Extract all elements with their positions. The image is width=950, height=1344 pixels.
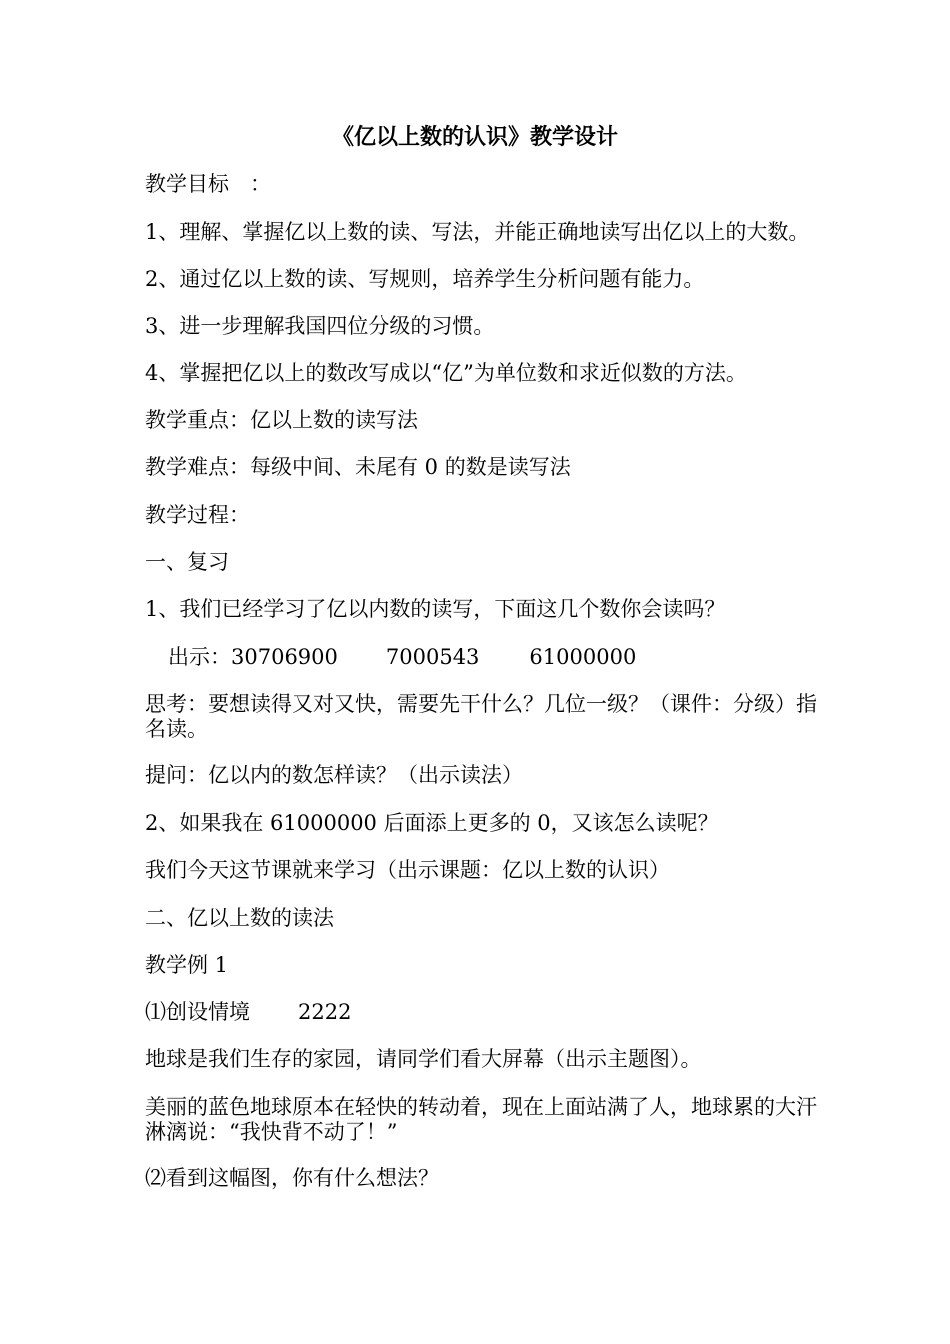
show-number-1: 30706900	[231, 645, 338, 669]
section-reading-heading: 二、亿以上数的读法	[145, 906, 334, 930]
process-heading: 教学过程：	[145, 503, 250, 527]
ask-paragraph: 提问：亿以内的数怎样读？（出示读法）	[145, 763, 523, 787]
goal-2: 2、通过亿以上数的读、写规则，培养学生分析问题有能力。	[145, 267, 705, 291]
show-number-3: 61000000	[529, 645, 637, 669]
difficult-point: 教学难点：每级中间、未尾有 0 的数是读写法	[145, 455, 571, 479]
beautiful-paragraph: 美丽的蓝色地球原本在轻快的转动着，现在上面站满了人，地球累的大汗淋漓说：“我快背不动了！”	[145, 1095, 817, 1144]
think-paragraph: 思考：要想读得又对又快，需要先干什么？几位一级？（课件：分级）指名读。	[145, 692, 817, 741]
today-paragraph: 我们今天这节课就来学习（出示课题：亿以上数的认识）	[145, 858, 670, 882]
key-point: 教学重点：亿以上数的读写法	[145, 408, 418, 432]
document-title: 《亿以上数的认识》教学设计	[331, 124, 618, 150]
goal-1: 1、理解、掌握亿以上数的读、写法，并能正确地读写出亿以上的大数。	[145, 220, 810, 244]
show-numbers-line	[168, 645, 848, 670]
section-review-heading: 一、复习	[145, 550, 229, 574]
step-2-line: ⑵看到这幅图，你有什么想法？	[145, 1166, 439, 1190]
goals-heading: 教学目标 ：	[145, 172, 271, 196]
show-label: 出示：	[168, 645, 231, 669]
earth-paragraph: 地球是我们生存的家园，请同学们看大屏幕（出示主题图）。	[145, 1047, 702, 1071]
example-1-heading: 教学例 1	[145, 953, 229, 977]
step-1-label: ⑴创设情境	[145, 1000, 250, 1024]
step-1-number: 2222	[298, 1000, 352, 1024]
show-number-2: 7000543	[385, 645, 480, 669]
review-question-2: 2、如果我在 61000000 后面添上更多的 0，又该怎么读呢？	[145, 811, 719, 835]
goal-4: 4、掌握把亿以上的数改写成以“亿”为单位数和求近似数的方法。	[145, 361, 747, 385]
review-question-1: 1、我们已经学习了亿以内数的读写，下面这几个数你会读吗？	[145, 597, 726, 621]
goal-3: 3、进一步理解我国四位分级的习惯。	[145, 314, 495, 338]
step-1-line	[145, 1000, 825, 1025]
